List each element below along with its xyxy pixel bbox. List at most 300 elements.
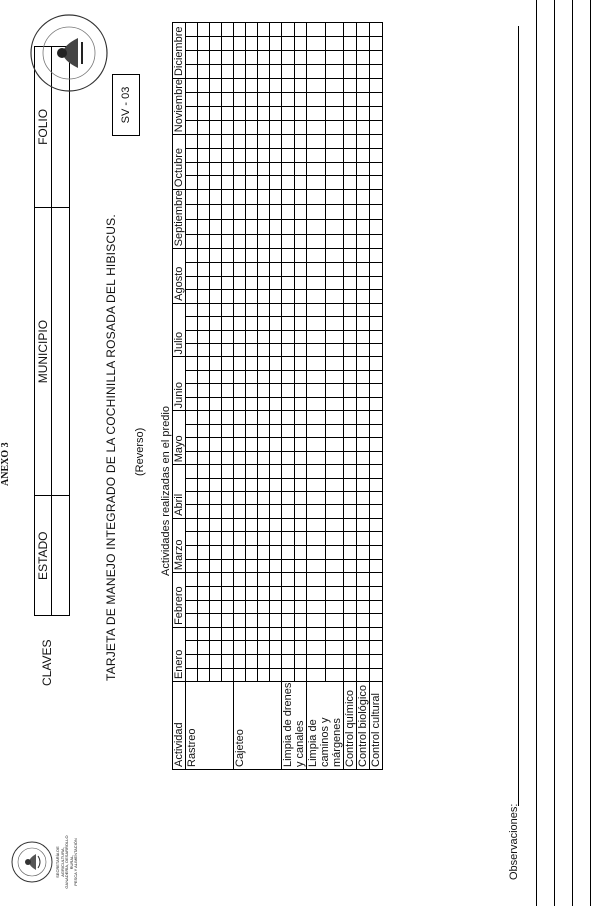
week-cell[interactable] [307,234,326,249]
week-cell[interactable] [234,586,246,600]
week-cell[interactable] [222,204,234,219]
week-cell[interactable] [325,330,344,343]
week-cell[interactable] [344,573,357,587]
week-cell[interactable] [282,344,295,357]
week-cell[interactable] [186,545,198,559]
week-cell[interactable] [258,303,270,316]
week-cell[interactable] [198,668,210,682]
week-cell[interactable] [370,23,383,37]
week-cell[interactable] [222,51,234,65]
week-cell[interactable] [325,411,344,424]
week-cell[interactable] [258,397,270,410]
week-cell[interactable] [234,262,246,276]
week-cell[interactable] [294,262,307,276]
week-cell[interactable] [198,545,210,559]
week-cell[interactable] [357,465,370,478]
week-cell[interactable] [198,190,210,205]
week-cell[interactable] [246,505,258,518]
week-cell[interactable] [282,505,295,518]
week-cell[interactable] [294,545,307,559]
week-cell[interactable] [307,411,326,424]
week-cell[interactable] [344,614,357,628]
week-cell[interactable] [294,204,307,219]
week-cell[interactable] [246,668,258,682]
week-cell[interactable] [344,586,357,600]
week-cell[interactable] [357,135,370,149]
week-cell[interactable] [294,330,307,343]
week-cell[interactable] [282,545,295,559]
week-cell[interactable] [325,627,344,641]
week-cell[interactable] [370,176,383,190]
week-cell[interactable] [210,107,222,121]
week-cell[interactable] [210,668,222,682]
week-cell[interactable] [246,234,258,249]
week-cell[interactable] [294,79,307,93]
week-cell[interactable] [325,492,344,505]
week-cell[interactable] [258,135,270,149]
week-cell[interactable] [325,290,344,304]
week-cell[interactable] [198,586,210,600]
week-cell[interactable] [258,344,270,357]
week-cell[interactable] [198,79,210,93]
week-cell[interactable] [294,219,307,234]
week-cell[interactable] [344,668,357,682]
week-cell[interactable] [222,654,234,668]
week-cell[interactable] [210,573,222,587]
observaciones-line-5[interactable] [590,0,591,906]
week-cell[interactable] [282,93,295,107]
week-cell[interactable] [325,204,344,219]
week-cell[interactable] [210,600,222,614]
week-cell[interactable] [325,397,344,410]
week-cell[interactable] [357,344,370,357]
week-cell[interactable] [198,492,210,505]
week-cell[interactable] [344,532,357,546]
week-cell[interactable] [307,290,326,304]
week-cell[interactable] [234,162,246,176]
week-cell[interactable] [325,573,344,587]
week-cell[interactable] [198,505,210,518]
week-cell[interactable] [222,668,234,682]
week-cell[interactable] [307,668,326,682]
week-cell[interactable] [234,344,246,357]
week-cell[interactable] [344,344,357,357]
week-cell[interactable] [246,411,258,424]
week-cell[interactable] [222,290,234,304]
week-cell[interactable] [234,397,246,410]
week-cell[interactable] [246,330,258,343]
week-cell[interactable] [258,505,270,518]
week-cell[interactable] [246,654,258,668]
week-cell[interactable] [344,176,357,190]
week-cell[interactable] [222,262,234,276]
week-cell[interactable] [270,276,282,290]
week-cell[interactable] [270,121,282,135]
week-cell[interactable] [186,344,198,357]
week-cell[interactable] [258,384,270,397]
week-cell[interactable] [344,357,357,370]
week-cell[interactable] [325,234,344,249]
week-cell[interactable] [258,176,270,190]
week-cell[interactable] [307,654,326,668]
week-cell[interactable] [186,330,198,343]
week-cell[interactable] [234,176,246,190]
week-cell[interactable] [370,148,383,162]
week-cell[interactable] [234,37,246,51]
week-cell[interactable] [357,219,370,234]
week-cell[interactable] [325,344,344,357]
week-cell[interactable] [370,93,383,107]
week-cell[interactable] [270,451,282,464]
week-cell[interactable] [258,492,270,505]
week-cell[interactable] [294,317,307,330]
week-cell[interactable] [270,411,282,424]
week-cell[interactable] [370,276,383,290]
week-cell[interactable] [344,162,357,176]
week-cell[interactable] [234,411,246,424]
week-cell[interactable] [210,465,222,478]
week-cell[interactable] [357,330,370,343]
week-cell[interactable] [357,317,370,330]
week-cell[interactable] [307,262,326,276]
week-cell[interactable] [282,641,295,655]
week-cell[interactable] [282,262,295,276]
week-cell[interactable] [210,641,222,655]
week-cell[interactable] [258,93,270,107]
week-cell[interactable] [222,276,234,290]
week-cell[interactable] [294,176,307,190]
week-cell[interactable] [258,573,270,587]
week-cell[interactable] [246,573,258,587]
week-cell[interactable] [186,93,198,107]
week-cell[interactable] [344,478,357,491]
week-cell[interactable] [370,573,383,587]
week-cell[interactable] [294,23,307,37]
week-cell[interactable] [210,23,222,37]
week-cell[interactable] [198,438,210,451]
week-cell[interactable] [234,518,246,532]
week-cell[interactable] [270,438,282,451]
week-cell[interactable] [357,303,370,316]
week-cell[interactable] [370,627,383,641]
week-cell[interactable] [325,317,344,330]
week-cell[interactable] [210,411,222,424]
week-cell[interactable] [210,532,222,546]
week-cell[interactable] [344,303,357,316]
week-cell[interactable] [222,545,234,559]
week-cell[interactable] [210,654,222,668]
week-cell[interactable] [210,451,222,464]
week-cell[interactable] [370,290,383,304]
week-cell[interactable] [234,559,246,573]
week-cell[interactable] [307,148,326,162]
week-cell[interactable] [344,79,357,93]
week-cell[interactable] [282,614,295,628]
week-cell[interactable] [344,492,357,505]
week-cell[interactable] [198,93,210,107]
week-cell[interactable] [210,627,222,641]
week-cell[interactable] [325,384,344,397]
week-cell[interactable] [270,654,282,668]
week-cell[interactable] [357,234,370,249]
week-cell[interactable] [222,37,234,51]
week-cell[interactable] [246,397,258,410]
week-cell[interactable] [222,532,234,546]
week-cell[interactable] [246,465,258,478]
week-cell[interactable] [307,573,326,587]
week-cell[interactable] [307,65,326,79]
week-cell[interactable] [210,614,222,628]
week-cell[interactable] [186,492,198,505]
week-cell[interactable] [357,121,370,135]
week-cell[interactable] [282,135,295,149]
week-cell[interactable] [325,219,344,234]
week-cell[interactable] [344,654,357,668]
week-cell[interactable] [270,219,282,234]
week-cell[interactable] [234,93,246,107]
week-cell[interactable] [344,121,357,135]
week-cell[interactable] [294,357,307,370]
week-cell[interactable] [282,121,295,135]
week-cell[interactable] [270,397,282,410]
week-cell[interactable] [294,234,307,249]
week-cell[interactable] [357,357,370,370]
week-cell[interactable] [282,370,295,383]
week-cell[interactable] [307,600,326,614]
week-cell[interactable] [325,135,344,149]
week-cell[interactable] [282,654,295,668]
week-cell[interactable] [186,317,198,330]
week-cell[interactable] [370,190,383,205]
week-cell[interactable] [198,478,210,491]
week-cell[interactable] [210,65,222,79]
week-cell[interactable] [282,176,295,190]
week-cell[interactable] [186,135,198,149]
week-cell[interactable] [270,357,282,370]
week-cell[interactable] [294,121,307,135]
week-cell[interactable] [370,107,383,121]
week-cell[interactable] [282,204,295,219]
week-cell[interactable] [234,65,246,79]
week-cell[interactable] [270,176,282,190]
week-cell[interactable] [210,384,222,397]
week-cell[interactable] [234,249,246,263]
week-cell[interactable] [270,478,282,491]
week-cell[interactable] [210,545,222,559]
week-cell[interactable] [294,148,307,162]
week-cell[interactable] [282,162,295,176]
week-cell[interactable] [246,121,258,135]
week-cell[interactable] [246,79,258,93]
week-cell[interactable] [344,641,357,655]
week-cell[interactable] [282,37,295,51]
week-cell[interactable] [210,234,222,249]
week-cell[interactable] [294,370,307,383]
week-cell[interactable] [282,668,295,682]
week-cell[interactable] [210,121,222,135]
week-cell[interactable] [258,330,270,343]
week-cell[interactable] [186,249,198,263]
week-cell[interactable] [307,190,326,205]
week-cell[interactable] [325,641,344,655]
week-cell[interactable] [270,79,282,93]
week-cell[interactable] [370,614,383,628]
week-cell[interactable] [222,79,234,93]
week-cell[interactable] [258,532,270,546]
week-cell[interactable] [234,424,246,437]
week-cell[interactable] [222,344,234,357]
week-cell[interactable] [198,344,210,357]
week-cell[interactable] [325,276,344,290]
week-cell[interactable] [222,559,234,573]
week-cell[interactable] [186,505,198,518]
week-cell[interactable] [370,518,383,532]
week-cell[interactable] [246,276,258,290]
week-cell[interactable] [370,411,383,424]
week-cell[interactable] [246,51,258,65]
week-cell[interactable] [198,23,210,37]
week-cell[interactable] [357,93,370,107]
week-cell[interactable] [370,121,383,135]
week-cell[interactable] [270,303,282,316]
week-cell[interactable] [186,65,198,79]
week-cell[interactable] [270,23,282,37]
week-cell[interactable] [325,532,344,546]
week-cell[interactable] [186,573,198,587]
week-cell[interactable] [186,411,198,424]
week-cell[interactable] [234,276,246,290]
week-cell[interactable] [210,51,222,65]
week-cell[interactable] [344,219,357,234]
week-cell[interactable] [234,600,246,614]
week-cell[interactable] [282,219,295,234]
week-cell[interactable] [370,234,383,249]
week-cell[interactable] [198,219,210,234]
week-cell[interactable] [325,438,344,451]
week-cell[interactable] [344,204,357,219]
week-cell[interactable] [234,614,246,628]
week-cell[interactable] [258,262,270,276]
week-cell[interactable] [258,438,270,451]
week-cell[interactable] [270,204,282,219]
week-cell[interactable] [307,384,326,397]
week-cell[interactable] [294,573,307,587]
week-cell[interactable] [344,249,357,263]
week-cell[interactable] [357,276,370,290]
week-cell[interactable] [307,357,326,370]
week-cell[interactable] [370,641,383,655]
week-cell[interactable] [222,317,234,330]
week-cell[interactable] [186,276,198,290]
week-cell[interactable] [246,384,258,397]
week-cell[interactable] [344,424,357,437]
week-cell[interactable] [282,465,295,478]
week-cell[interactable] [357,505,370,518]
week-cell[interactable] [234,573,246,587]
week-cell[interactable] [246,176,258,190]
week-cell[interactable] [246,249,258,263]
week-cell[interactable] [282,518,295,532]
week-cell[interactable] [370,303,383,316]
estado-value[interactable] [52,496,70,616]
week-cell[interactable] [246,65,258,79]
week-cell[interactable] [258,204,270,219]
week-cell[interactable] [294,249,307,263]
observaciones-line-4[interactable] [572,0,573,906]
week-cell[interactable] [357,37,370,51]
week-cell[interactable] [270,627,282,641]
week-cell[interactable] [357,162,370,176]
week-cell[interactable] [370,465,383,478]
week-cell[interactable] [246,532,258,546]
week-cell[interactable] [370,249,383,263]
week-cell[interactable] [198,330,210,343]
week-cell[interactable] [198,176,210,190]
week-cell[interactable] [246,559,258,573]
week-cell[interactable] [307,249,326,263]
week-cell[interactable] [198,37,210,51]
week-cell[interactable] [198,614,210,628]
week-cell[interactable] [246,357,258,370]
week-cell[interactable] [325,37,344,51]
week-cell[interactable] [282,384,295,397]
week-cell[interactable] [370,424,383,437]
week-cell[interactable] [258,559,270,573]
week-cell[interactable] [210,176,222,190]
week-cell[interactable] [210,204,222,219]
week-cell[interactable] [307,397,326,410]
week-cell[interactable] [294,559,307,573]
week-cell[interactable] [282,107,295,121]
week-cell[interactable] [325,121,344,135]
week-cell[interactable] [222,573,234,587]
week-cell[interactable] [234,234,246,249]
week-cell[interactable] [307,586,326,600]
week-cell[interactable] [222,219,234,234]
week-cell[interactable] [294,505,307,518]
week-cell[interactable] [246,438,258,451]
week-cell[interactable] [344,451,357,464]
week-cell[interactable] [270,641,282,655]
week-cell[interactable] [222,249,234,263]
week-cell[interactable] [210,317,222,330]
week-cell[interactable] [198,573,210,587]
week-cell[interactable] [307,23,326,37]
week-cell[interactable] [258,79,270,93]
week-cell[interactable] [344,545,357,559]
week-cell[interactable] [222,411,234,424]
week-cell[interactable] [234,148,246,162]
week-cell[interactable] [270,330,282,343]
week-cell[interactable] [270,586,282,600]
week-cell[interactable] [270,234,282,249]
week-cell[interactable] [357,614,370,628]
week-cell[interactable] [270,162,282,176]
week-cell[interactable] [258,518,270,532]
week-cell[interactable] [307,518,326,532]
week-cell[interactable] [370,262,383,276]
week-cell[interactable] [258,51,270,65]
week-cell[interactable] [234,79,246,93]
week-cell[interactable] [234,532,246,546]
week-cell[interactable] [234,330,246,343]
week-cell[interactable] [246,190,258,205]
week-cell[interactable] [258,357,270,370]
week-cell[interactable] [186,370,198,383]
week-cell[interactable] [307,135,326,149]
week-cell[interactable] [282,148,295,162]
week-cell[interactable] [186,148,198,162]
